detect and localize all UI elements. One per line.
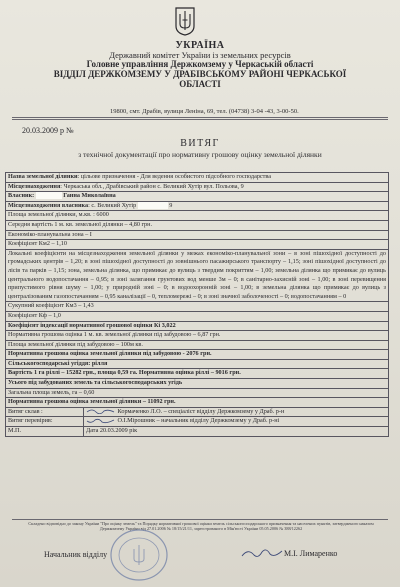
date-value: Дата 20.03.2009 рік — [84, 427, 389, 437]
table-row — [6, 340, 389, 350]
official-stamp-icon — [108, 527, 170, 583]
district-department: ВІДДІЛ ДЕРЖКОМЗЕМУ У ДРАБІВСЬКОМУ РАЙОНІ ЧЕРКАСЬКОЇ — [53, 69, 347, 80]
built-cost-per-m2-row: Нормативна грошова оцінка 1 м. кв. земельної ділянки під забудовою – 6,87 грн. — [6, 331, 389, 341]
trident-emblem-icon — [174, 6, 196, 36]
table-row — [6, 369, 389, 379]
table-row — [6, 211, 389, 221]
area-row: Площа земельної ділянки, м.кв. : 6000 — [6, 211, 389, 221]
table-row — [6, 201, 389, 211]
table-row — [6, 350, 389, 360]
valuation-table — [5, 172, 389, 437]
owner-location-house: 9 — [169, 201, 173, 209]
km3-row: Сукупний коефіцієнт Км3 – 1,43 — [6, 302, 389, 312]
seal-label: М.П. — [6, 427, 84, 437]
avg-cost-row: Середня вартість 1 м. кв. земельної ділянки – 4,80 грн. — [6, 220, 389, 230]
total-area-row: Загальна площа земель, га – 0,60 — [6, 388, 389, 398]
zone-row: Економіко-планувальна зона – I — [6, 230, 389, 240]
table-row — [6, 173, 389, 183]
owner-location-label: Місцезнаходження власника — [8, 201, 89, 209]
owner-location-value: : с. Великий Хутір — [88, 201, 137, 209]
compiled-by-label: Витяг склав : — [6, 407, 84, 417]
table-row — [6, 379, 389, 389]
table-row — [6, 182, 389, 192]
table-row — [6, 230, 389, 240]
signatory-role: Начальник відділу — [44, 550, 108, 559]
table-row — [6, 407, 389, 417]
table-row — [6, 417, 389, 427]
redacted-address — [138, 202, 168, 209]
table-row — [6, 249, 389, 302]
arable-cost-row: Вартість 1 га ріллі – 15282 грн., площа 0,59 га. Нормативна оцінка ріллі – 9016 грн. — [6, 369, 389, 379]
table-row — [6, 388, 389, 398]
head-signature-icon — [240, 546, 284, 560]
table-row — [6, 359, 389, 369]
km2-row: Коефіцієнт Км2 – 1,10 — [6, 240, 389, 250]
table-row — [6, 427, 389, 437]
owner-name: Ганна Миколаївна — [63, 192, 116, 200]
main-department: Головне управління Держкомзему у Черкаській області — [86, 59, 314, 70]
location-value: : Черкаська обл., Драбівський район с. Великий Хутір вул. Польова, 9 — [60, 182, 244, 190]
table-row — [6, 321, 389, 331]
letterhead — [0, 40, 400, 90]
location-label: Місцезнаходження — [8, 182, 61, 190]
built-valuation-row: Нормативна грошова оцінка земельної ділянки під забудовою - 2076 грн. — [6, 350, 389, 360]
footnote: Складено відповідно до закону України "Про оцінку земель" та Порядку нормативної грошової оцінки земель сільськогосподарського призначення та населених пунктів, затвердженого наказом Держкомзему України від 27.01.2006 № 18/15/21/11, зареєстрованого в Мін'юсті України 05.05.2006 № 388/12262 — [28, 521, 374, 531]
built-area-row: Площа земельної ділянки під забудовою – 100м кв. — [6, 340, 389, 350]
table-row — [6, 220, 389, 230]
checked-by-label: Витяг перевірив: — [6, 417, 84, 427]
country-name: УКРАЇНА — [175, 40, 225, 51]
table-row — [6, 240, 389, 250]
header-divider-2 — [12, 119, 388, 120]
total-subheader-row: Усього під забудованих земель та сільськогосподарських угідь — [6, 379, 389, 389]
district-department-cont: ОБЛАСТІ — [179, 79, 221, 90]
signatory-name: М.І. Лимаренко — [284, 549, 338, 558]
address-line: 19800, смт. Драбів, вулиця Леніна, 69, тел. (04738) 3-04 -43, 3-00-50. — [110, 108, 299, 115]
document-subtitle: з технічної документації про нормативну грошову оцінку земельної ділянки — [78, 150, 322, 159]
parcel-name-value: : цільове призначення - Для ведення особистого підсобного господарства — [77, 173, 271, 180]
owner-label: Власник: — [8, 192, 35, 200]
kf-row: Коефіцієнт Кф – 1,0 — [6, 311, 389, 321]
agri-land-row: Сільськогосподарські угіддя: рілля — [6, 359, 389, 369]
redacted-surname — [36, 192, 62, 199]
total-valuation-row: Нормативна грошова оцінка земельної ділянки – 11092 грн. — [6, 398, 389, 408]
compiled-by-value: Кормаченко Л.О. – спеціаліст відділу Держкомзему у Драб. р-н — [117, 407, 285, 415]
table-row — [6, 192, 389, 202]
parcel-name-label: Назва земельної ділянки — [8, 173, 78, 180]
local-coefficients-row: Локальні коефіцієнти на місцезнаходження земельної ділянки у межах економіко-планувальної зони – в зоні пішохідної доступності до громадських центрів – 1,20; в зоні пішохідної доступності до зовнішнього пасажирського транспорту – 1,15; зоні пішохідної доступності до лісів та парків – 1,15; зона, земельна ділянка, що примикає до вулиць з твердим покриттям – 1,00; земельна ділянка що примикає до вулиць центрального водопостачання – 0,95; в зоні залягання грунтових вод менше 3м – 0; в санітарно-захисній зоні – 1,00; в зоні перевищення припустимого рівня шуму – 1,00; у природній зоні – 0; в водоохоронній зоні – 1,00; в земельна ділянка що примикає до вулиць з централізованим газопостачанням – 0,95 каналізації – 0, тепломережі – 0; в зоні значної заболоченості – 0; водопостачанням – 0 — [6, 249, 389, 302]
table-row — [6, 302, 389, 312]
footnote-divider — [12, 519, 388, 520]
header-divider — [12, 117, 388, 118]
document-date-number: 20.03.2009 р № — [22, 126, 74, 135]
compiler-signature-icon — [86, 408, 116, 414]
ki-row: Коефіцієнт індексації нормативної грошової оцінки Кі 3,022 — [6, 321, 389, 331]
checked-by-value: О.І.Мірошник – начальник відділу Держкомзему у Драб. р-ні — [117, 417, 280, 425]
document-title: ВИТЯГ — [180, 138, 220, 149]
table-row — [6, 398, 389, 408]
checker-signature-icon — [86, 418, 116, 424]
committee-name: Державний комітет України із земельних ресурсів — [109, 50, 291, 60]
table-row — [6, 311, 389, 321]
table-row — [6, 331, 389, 341]
